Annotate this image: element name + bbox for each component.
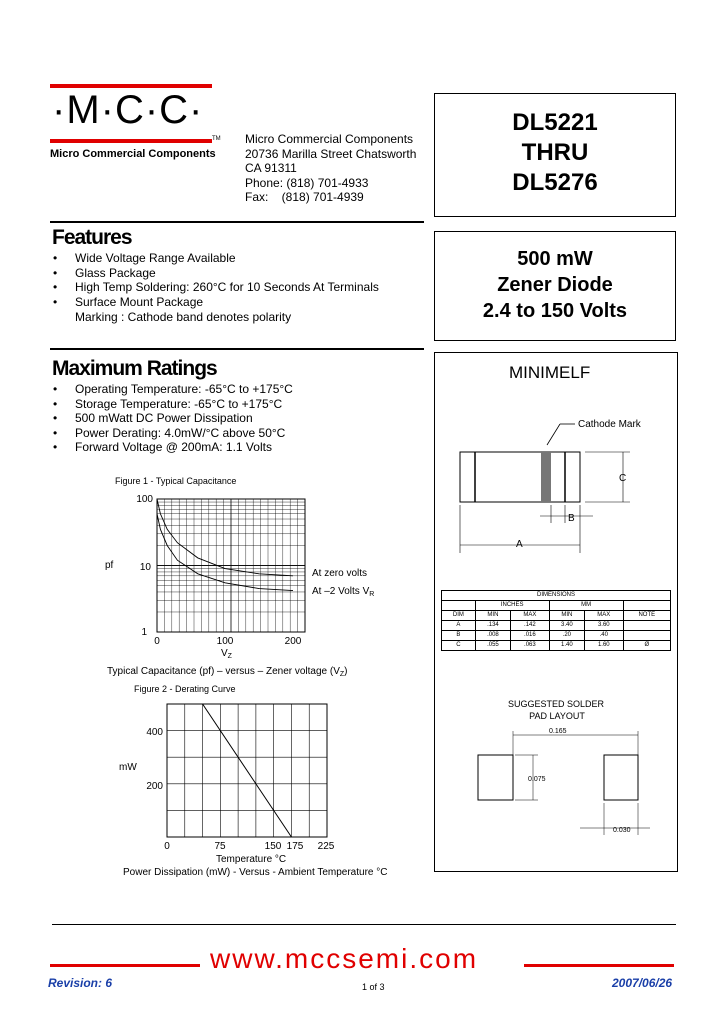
chart-grid bbox=[157, 499, 305, 632]
table-row bbox=[442, 621, 671, 631]
table-cell bbox=[623, 601, 670, 611]
chart-title: Figure 1 - Typical Capacitance bbox=[115, 476, 237, 486]
pad-width-label: 0.165 bbox=[549, 728, 567, 735]
pad-gap-label: 0.030 bbox=[613, 827, 631, 834]
table-header-row bbox=[442, 611, 671, 621]
x-tick-label: 175 bbox=[286, 841, 304, 852]
list-item: • Storage Temperature: -65°C to +175°C bbox=[53, 397, 293, 412]
ratings-rule bbox=[50, 348, 424, 350]
col-group-mm: MM bbox=[549, 601, 623, 611]
table-header: NOTE bbox=[623, 611, 670, 621]
address-line: Micro Commercial Components bbox=[245, 132, 414, 146]
revision-label: Revision: 6 bbox=[48, 976, 113, 990]
part-number-box bbox=[434, 93, 676, 217]
table-cell: .142 bbox=[511, 621, 550, 631]
website-link[interactable]: www.mccsemi.com bbox=[210, 943, 479, 974]
table-cell: .20 bbox=[549, 631, 584, 641]
address-line: Phone: (818) 701-4933 bbox=[245, 175, 369, 190]
x-tick-label: 0 bbox=[164, 841, 170, 852]
table-header: MAX bbox=[585, 611, 624, 621]
y-axis-label: pf bbox=[105, 560, 114, 571]
solder-pad bbox=[604, 755, 638, 800]
table-cell: C bbox=[442, 641, 476, 651]
table-cell: Ø bbox=[623, 641, 670, 651]
table-cell: .016 bbox=[511, 631, 550, 641]
col-group-inches: INCHES bbox=[475, 601, 549, 611]
table-cell: .055 bbox=[475, 641, 510, 651]
table-cell: .008 bbox=[475, 631, 510, 641]
list-item: • Glass Package bbox=[53, 266, 379, 281]
address-line: CA 91311 bbox=[245, 161, 297, 175]
x-tick-label: 150 bbox=[264, 841, 282, 852]
solder-pad bbox=[478, 755, 513, 800]
revision-date: 2007/06/26 bbox=[612, 976, 673, 990]
list-item: • Forward Voltage @ 200mA: 1.1 Volts bbox=[53, 440, 293, 455]
spec-voltage: 2.4 to 150 Volts bbox=[482, 300, 628, 322]
table-header: MAX bbox=[511, 611, 550, 621]
table-cell: B bbox=[442, 631, 476, 641]
x-axis-label: $V_Z$ bbox=[221, 648, 232, 660]
features-list bbox=[53, 251, 379, 325]
y-tick-label: 200 bbox=[146, 781, 163, 792]
page-number: 1 of 3 bbox=[362, 982, 385, 992]
table-cell: 3.40 bbox=[549, 621, 584, 631]
table-cell: 1.60 bbox=[585, 641, 624, 651]
series-label-minus2: At –2 Volts $V_R$ bbox=[312, 586, 375, 598]
cathode-leader bbox=[547, 424, 560, 445]
logo-bottom-bar bbox=[50, 139, 212, 143]
dim-a-label: A bbox=[516, 539, 523, 550]
chart-series bbox=[157, 499, 293, 591]
solder-pad-layout bbox=[435, 695, 675, 845]
part-number-from: DL5221 bbox=[512, 109, 598, 136]
y-tick-label: 1 bbox=[141, 627, 147, 638]
diode-body bbox=[460, 452, 580, 502]
y-tick-label: 400 bbox=[146, 727, 163, 738]
spec-box bbox=[434, 231, 676, 341]
series-line bbox=[157, 499, 293, 576]
pad-height-label: 0.075 bbox=[528, 776, 546, 783]
series-line bbox=[203, 704, 292, 837]
series-label-zero: At zero volts bbox=[312, 568, 368, 579]
list-item: • Surface Mount Package bbox=[53, 295, 379, 310]
table-cell bbox=[623, 631, 670, 641]
ratings-title: Maximum Ratings bbox=[52, 357, 217, 380]
part-number-to: DL5276 bbox=[512, 169, 598, 196]
table-header: MIN bbox=[549, 611, 584, 621]
list-item: • High Temp Soldering: 260°C for 10 Seconds At Terminals bbox=[53, 280, 379, 295]
x-tick-label: 0 bbox=[154, 636, 160, 647]
solder-title: SUGGESTED SOLDER bbox=[507, 699, 605, 709]
dim-b-label: B bbox=[568, 513, 575, 524]
list-item: • 500 mWatt DC Power Dissipation bbox=[53, 411, 293, 426]
list-item: • Operating Temperature: -65°C to +175°C bbox=[53, 382, 293, 397]
table-cell: 1.40 bbox=[549, 641, 584, 651]
table-cell: .063 bbox=[511, 641, 550, 651]
table-header: DIM bbox=[442, 611, 476, 621]
footer-bar-left bbox=[50, 964, 200, 967]
company-address bbox=[245, 132, 416, 205]
y-tick-label: 100 bbox=[136, 494, 153, 505]
address-line: 20736 Marilla Street Chatsworth bbox=[245, 146, 417, 161]
features-rule bbox=[50, 221, 424, 223]
chart-caption: Typical Capacitance (pf) – versus – Zener voltage $(V_Z)$ bbox=[107, 666, 348, 677]
package-name: MINIMELF bbox=[509, 363, 591, 382]
company-subtitle: Micro Commercial Components bbox=[50, 148, 216, 160]
chart-caption: Power Dissipation (mW) - Versus - Ambient Temperature °C bbox=[123, 867, 388, 878]
x-tick-label: 100 bbox=[216, 636, 234, 647]
table-header: MIN bbox=[475, 611, 510, 621]
x-tick-label: 200 bbox=[284, 636, 302, 647]
solder-title: PAD LAYOUT bbox=[529, 711, 585, 721]
dimensions-table bbox=[441, 590, 671, 651]
list-item: • Wide Voltage Range Available bbox=[53, 251, 379, 266]
table-cell bbox=[623, 621, 670, 631]
chart-title: Figure 2 - Derating Curve bbox=[134, 684, 236, 694]
spec-power: 500 mW bbox=[517, 248, 593, 270]
footer-bar-right bbox=[524, 964, 674, 967]
cathode-band bbox=[541, 452, 551, 502]
capacitance-chart bbox=[95, 472, 395, 677]
table-row bbox=[442, 641, 671, 651]
table-cell bbox=[442, 601, 476, 611]
table-cell: .40 bbox=[585, 631, 624, 641]
table-row bbox=[442, 631, 671, 641]
spec-type: Zener Diode bbox=[497, 274, 613, 296]
table-title: DIMENSIONS bbox=[442, 591, 671, 601]
y-axis-label: mW bbox=[119, 762, 137, 773]
derating-chart bbox=[110, 680, 410, 880]
list-item: • Power Derating: 4.0mW/°C above 50°C bbox=[53, 426, 293, 441]
x-tick-label: 225 bbox=[317, 841, 335, 852]
y-tick-label: 10 bbox=[139, 562, 151, 573]
table-cell: .134 bbox=[475, 621, 510, 631]
dim-c-label: C bbox=[619, 473, 627, 484]
x-axis-label: Temperature °C bbox=[216, 854, 287, 865]
features-title: Features bbox=[52, 226, 132, 249]
ratings-list bbox=[53, 382, 293, 455]
table-cell: 3.60 bbox=[585, 621, 624, 631]
marking-note: Marking : Cathode band denotes polarity bbox=[75, 310, 292, 324]
table-cell: A bbox=[442, 621, 476, 631]
package-drawing bbox=[435, 405, 675, 560]
chart-series bbox=[203, 704, 292, 837]
address-line: Fax: (818) 701-4939 bbox=[245, 190, 364, 204]
mcc-logo: ·M·C·C· bbox=[52, 88, 204, 132]
logo-trademark: TM bbox=[212, 136, 221, 142]
x-tick-label: 75 bbox=[214, 841, 226, 852]
part-number-thru: THRU bbox=[521, 139, 589, 166]
footer-rule bbox=[52, 924, 676, 925]
cathode-label: Cathode Mark bbox=[578, 419, 641, 430]
